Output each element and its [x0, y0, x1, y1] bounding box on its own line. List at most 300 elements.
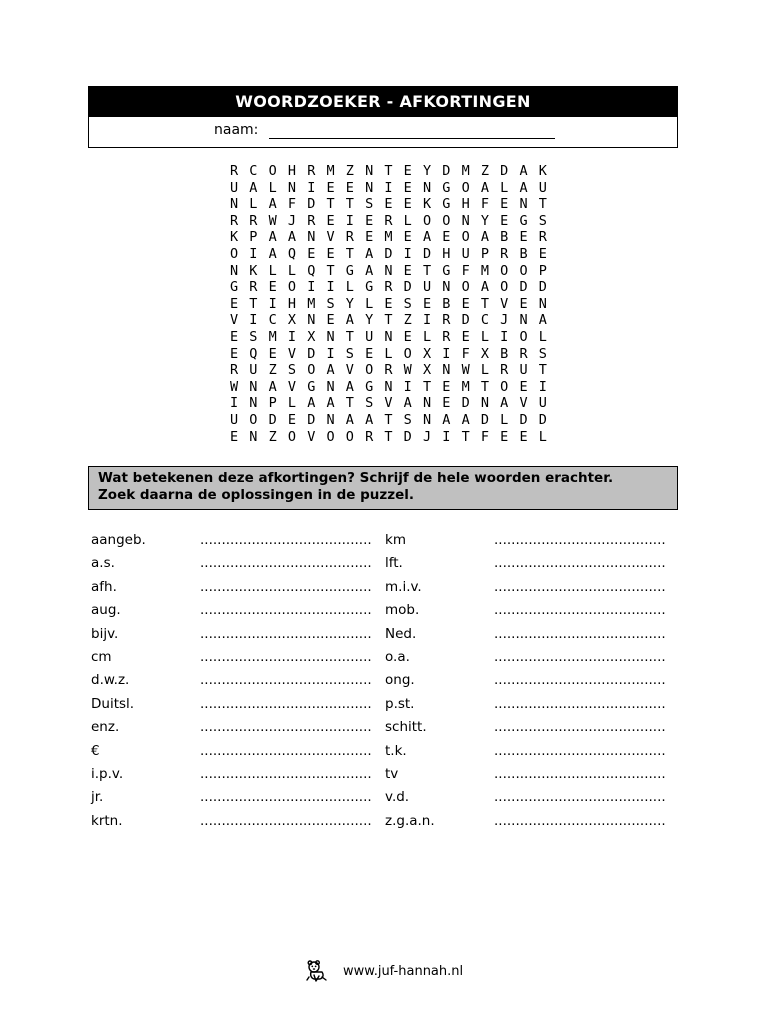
- grid-letter[interactable]: A: [345, 378, 354, 395]
- grid-letter[interactable]: Z: [345, 163, 354, 179]
- grid-letter[interactable]: Y: [365, 312, 374, 329]
- grid-letter[interactable]: G: [442, 196, 451, 213]
- grid-letter[interactable]: O: [461, 279, 470, 296]
- grid-letter[interactable]: T: [345, 196, 354, 213]
- grid-letter[interactable]: E: [403, 179, 412, 196]
- answer-field-right[interactable]: ........................................: [494, 648, 666, 665]
- grid-letter[interactable]: W: [461, 362, 470, 379]
- grid-letter[interactable]: X: [287, 312, 297, 329]
- grid-letter[interactable]: E: [345, 179, 354, 196]
- grid-letter[interactable]: R: [538, 229, 547, 246]
- grid-letter[interactable]: F: [287, 196, 297, 213]
- grid-letter[interactable]: V: [500, 295, 509, 312]
- grid-letter[interactable]: E: [519, 229, 528, 246]
- grid-letter[interactable]: F: [461, 345, 470, 362]
- grid-letter[interactable]: O: [249, 411, 258, 428]
- answer-field-left[interactable]: ........................................: [200, 625, 372, 642]
- grid-letter[interactable]: I: [268, 295, 277, 312]
- grid-letter[interactable]: D: [519, 279, 528, 296]
- grid-letter[interactable]: E: [384, 295, 393, 312]
- grid-letter[interactable]: R: [384, 212, 393, 229]
- grid-letter[interactable]: M: [384, 229, 393, 246]
- answer-field-left[interactable]: ........................................: [200, 578, 372, 595]
- grid-letter[interactable]: O: [500, 279, 509, 296]
- grid-letter[interactable]: E: [519, 428, 528, 445]
- grid-letter[interactable]: N: [326, 328, 335, 345]
- answer-field-right[interactable]: ........................................: [494, 719, 666, 736]
- grid-letter[interactable]: G: [365, 378, 374, 395]
- grid-letter[interactable]: N: [442, 362, 451, 379]
- grid-letter[interactable]: E: [326, 179, 335, 196]
- grid-letter[interactable]: D: [500, 163, 509, 179]
- grid-letter[interactable]: J: [422, 428, 432, 445]
- grid-letter[interactable]: N: [384, 328, 393, 345]
- grid-letter[interactable]: A: [519, 163, 528, 179]
- answer-field-right[interactable]: ........................................: [494, 765, 666, 782]
- grid-letter[interactable]: O: [519, 262, 528, 279]
- grid-letter[interactable]: T: [326, 196, 335, 213]
- grid-letter[interactable]: H: [287, 163, 297, 179]
- name-input-line[interactable]: [269, 138, 555, 139]
- grid-letter[interactable]: X: [307, 328, 316, 345]
- grid-letter[interactable]: R: [384, 279, 393, 296]
- grid-letter[interactable]: E: [442, 378, 451, 395]
- grid-letter[interactable]: G: [345, 262, 354, 279]
- grid-letter[interactable]: Y: [422, 163, 432, 179]
- grid-letter[interactable]: S: [403, 411, 412, 428]
- answer-field-left[interactable]: ........................................: [200, 789, 372, 806]
- grid-letter[interactable]: W: [403, 362, 412, 379]
- grid-letter[interactable]: E: [326, 245, 335, 262]
- grid-letter[interactable]: E: [287, 411, 297, 428]
- grid-letter[interactable]: N: [422, 395, 432, 412]
- grid-letter[interactable]: P: [249, 229, 258, 246]
- grid-letter[interactable]: O: [287, 279, 297, 296]
- grid-letter[interactable]: W: [268, 212, 277, 229]
- grid-letter[interactable]: E: [268, 279, 277, 296]
- grid-letter[interactable]: E: [230, 295, 239, 312]
- answer-field-right[interactable]: ........................................: [494, 578, 666, 595]
- grid-letter[interactable]: A: [268, 196, 277, 213]
- answer-field-right[interactable]: ........................................: [494, 742, 666, 759]
- grid-letter[interactable]: O: [326, 428, 335, 445]
- grid-letter[interactable]: V: [326, 229, 335, 246]
- grid-letter[interactable]: A: [345, 312, 354, 329]
- grid-letter[interactable]: R: [442, 312, 451, 329]
- grid-letter[interactable]: B: [500, 229, 509, 246]
- answer-field-right[interactable]: ........................................: [494, 672, 666, 689]
- grid-letter[interactable]: W: [230, 378, 239, 395]
- grid-letter[interactable]: D: [403, 428, 412, 445]
- grid-letter[interactable]: M: [307, 295, 316, 312]
- grid-letter[interactable]: M: [480, 262, 489, 279]
- grid-letter[interactable]: Q: [307, 262, 316, 279]
- grid-letter[interactable]: A: [249, 179, 258, 196]
- grid-letter[interactable]: T: [384, 428, 393, 445]
- grid-letter[interactable]: L: [538, 428, 547, 445]
- grid-letter[interactable]: T: [345, 328, 354, 345]
- grid-letter[interactable]: I: [442, 428, 451, 445]
- grid-letter[interactable]: N: [230, 262, 239, 279]
- grid-letter[interactable]: I: [230, 395, 239, 412]
- grid-letter[interactable]: E: [461, 295, 470, 312]
- grid-letter[interactable]: A: [365, 411, 374, 428]
- grid-letter[interactable]: O: [365, 362, 374, 379]
- answer-field-left[interactable]: ........................................: [200, 672, 372, 689]
- grid-letter[interactable]: S: [538, 345, 547, 362]
- grid-letter[interactable]: T: [538, 362, 547, 379]
- grid-letter[interactable]: I: [287, 328, 297, 345]
- grid-letter[interactable]: L: [480, 328, 489, 345]
- grid-letter[interactable]: T: [384, 411, 393, 428]
- grid-letter[interactable]: O: [461, 179, 470, 196]
- grid-letter[interactable]: D: [538, 411, 547, 428]
- grid-letter[interactable]: A: [307, 395, 316, 412]
- grid-letter[interactable]: U: [519, 362, 528, 379]
- grid-letter[interactable]: N: [326, 378, 335, 395]
- answer-field-left[interactable]: ........................................: [200, 719, 372, 736]
- grid-letter[interactable]: U: [230, 411, 239, 428]
- grid-letter[interactable]: E: [307, 245, 316, 262]
- grid-letter[interactable]: A: [326, 395, 335, 412]
- grid-letter[interactable]: E: [365, 229, 374, 246]
- grid-letter[interactable]: E: [230, 428, 239, 445]
- grid-letter[interactable]: I: [249, 312, 258, 329]
- grid-letter[interactable]: R: [249, 212, 258, 229]
- grid-letter[interactable]: R: [519, 345, 528, 362]
- grid-letter[interactable]: M: [461, 163, 470, 179]
- grid-letter[interactable]: E: [500, 196, 509, 213]
- grid-letter[interactable]: D: [461, 312, 470, 329]
- grid-letter[interactable]: N: [287, 179, 297, 196]
- grid-letter[interactable]: M: [268, 328, 277, 345]
- grid-letter[interactable]: J: [500, 312, 509, 329]
- grid-letter[interactable]: A: [480, 179, 489, 196]
- answer-field-right[interactable]: ........................................: [494, 532, 666, 548]
- grid-letter[interactable]: R: [307, 212, 316, 229]
- grid-letter[interactable]: I: [307, 279, 316, 296]
- grid-letter[interactable]: L: [403, 212, 412, 229]
- grid-letter[interactable]: V: [519, 395, 528, 412]
- grid-letter[interactable]: O: [403, 345, 412, 362]
- grid-letter[interactable]: E: [268, 345, 277, 362]
- answer-field-left[interactable]: ........................................: [200, 742, 372, 759]
- answer-field-left[interactable]: ........................................: [200, 532, 372, 548]
- grid-letter[interactable]: O: [442, 212, 451, 229]
- grid-letter[interactable]: L: [480, 362, 489, 379]
- grid-letter[interactable]: D: [307, 196, 316, 213]
- grid-letter[interactable]: N: [249, 378, 258, 395]
- answer-field-left[interactable]: ........................................: [200, 555, 372, 572]
- grid-letter[interactable]: D: [480, 411, 489, 428]
- grid-letter[interactable]: O: [345, 428, 354, 445]
- grid-letter[interactable]: I: [500, 328, 509, 345]
- grid-letter[interactable]: E: [403, 196, 412, 213]
- grid-letter[interactable]: H: [461, 196, 470, 213]
- grid-letter[interactable]: A: [480, 279, 489, 296]
- grid-letter[interactable]: E: [403, 163, 412, 179]
- grid-letter[interactable]: K: [249, 262, 258, 279]
- grid-letter[interactable]: N: [384, 378, 393, 395]
- grid-letter[interactable]: N: [461, 212, 470, 229]
- grid-letter[interactable]: L: [538, 328, 547, 345]
- grid-letter[interactable]: N: [249, 428, 258, 445]
- grid-letter[interactable]: A: [268, 229, 277, 246]
- grid-letter[interactable]: S: [403, 295, 412, 312]
- grid-letter[interactable]: B: [442, 295, 451, 312]
- grid-letter[interactable]: L: [287, 262, 297, 279]
- grid-letter[interactable]: T: [249, 295, 258, 312]
- grid-letter[interactable]: N: [230, 196, 239, 213]
- answer-field-right[interactable]: ........................................: [494, 812, 666, 829]
- grid-letter[interactable]: A: [287, 229, 297, 246]
- grid-letter[interactable]: R: [384, 362, 393, 379]
- grid-letter[interactable]: H: [287, 295, 297, 312]
- grid-letter[interactable]: T: [480, 295, 489, 312]
- answer-field-right[interactable]: ........................................: [494, 555, 666, 572]
- grid-letter[interactable]: E: [326, 212, 335, 229]
- grid-letter[interactable]: N: [519, 312, 528, 329]
- grid-letter[interactable]: T: [384, 312, 393, 329]
- grid-letter[interactable]: L: [422, 328, 432, 345]
- grid-letter[interactable]: E: [326, 312, 335, 329]
- grid-letter[interactable]: N: [480, 395, 489, 412]
- grid-letter[interactable]: R: [230, 362, 239, 379]
- grid-letter[interactable]: E: [500, 428, 509, 445]
- grid-letter[interactable]: X: [422, 345, 432, 362]
- grid-letter[interactable]: E: [442, 229, 451, 246]
- grid-letter[interactable]: A: [442, 411, 451, 428]
- grid-letter[interactable]: F: [480, 196, 489, 213]
- grid-letter[interactable]: U: [461, 245, 470, 262]
- grid-letter[interactable]: S: [249, 328, 258, 345]
- grid-letter[interactable]: S: [345, 345, 354, 362]
- grid-letter[interactable]: A: [268, 245, 277, 262]
- grid-letter[interactable]: E: [230, 345, 239, 362]
- grid-letter[interactable]: R: [500, 245, 509, 262]
- grid-letter[interactable]: N: [365, 179, 374, 196]
- grid-letter[interactable]: S: [365, 395, 374, 412]
- grid-letter[interactable]: A: [422, 229, 432, 246]
- grid-letter[interactable]: L: [268, 179, 277, 196]
- grid-letter[interactable]: R: [230, 163, 239, 179]
- grid-letter[interactable]: U: [249, 362, 258, 379]
- grid-letter[interactable]: U: [230, 179, 239, 196]
- grid-letter[interactable]: Z: [480, 163, 489, 179]
- grid-letter[interactable]: N: [326, 411, 335, 428]
- grid-letter[interactable]: S: [287, 362, 297, 379]
- grid-letter[interactable]: U: [538, 395, 547, 412]
- grid-letter[interactable]: R: [230, 212, 239, 229]
- grid-letter[interactable]: V: [287, 345, 297, 362]
- grid-letter[interactable]: T: [384, 163, 393, 179]
- grid-letter[interactable]: D: [384, 245, 393, 262]
- grid-letter[interactable]: B: [500, 345, 509, 362]
- grid-letter[interactable]: L: [500, 179, 509, 196]
- grid-letter[interactable]: O: [500, 378, 509, 395]
- grid-letter[interactable]: T: [326, 262, 335, 279]
- grid-letter[interactable]: E: [230, 328, 239, 345]
- grid-letter[interactable]: Q: [287, 245, 297, 262]
- grid-letter[interactable]: O: [461, 229, 470, 246]
- grid-letter[interactable]: D: [442, 163, 451, 179]
- answer-field-left[interactable]: ........................................: [200, 602, 372, 619]
- grid-letter[interactable]: I: [403, 245, 412, 262]
- grid-letter[interactable]: R: [500, 362, 509, 379]
- grid-letter[interactable]: C: [480, 312, 489, 329]
- grid-letter[interactable]: L: [365, 295, 374, 312]
- grid-letter[interactable]: E: [403, 262, 412, 279]
- grid-letter[interactable]: T: [345, 245, 354, 262]
- grid-letter[interactable]: N: [422, 411, 432, 428]
- grid-letter[interactable]: E: [403, 229, 412, 246]
- grid-letter[interactable]: V: [345, 362, 354, 379]
- grid-letter[interactable]: Y: [345, 295, 354, 312]
- grid-letter[interactable]: A: [268, 378, 277, 395]
- grid-letter[interactable]: A: [403, 395, 412, 412]
- grid-letter[interactable]: T: [480, 378, 489, 395]
- grid-letter[interactable]: R: [249, 279, 258, 296]
- grid-letter[interactable]: P: [268, 395, 277, 412]
- grid-letter[interactable]: O: [307, 362, 316, 379]
- grid-letter[interactable]: T: [422, 262, 432, 279]
- grid-letter[interactable]: I: [326, 345, 335, 362]
- grid-letter[interactable]: L: [268, 262, 277, 279]
- grid-letter[interactable]: J: [287, 212, 297, 229]
- grid-letter[interactable]: E: [422, 295, 432, 312]
- grid-letter[interactable]: F: [461, 262, 470, 279]
- grid-letter[interactable]: S: [326, 295, 335, 312]
- grid-letter[interactable]: Z: [268, 428, 277, 445]
- grid-letter[interactable]: N: [519, 196, 528, 213]
- grid-letter[interactable]: O: [519, 328, 528, 345]
- grid-letter[interactable]: N: [307, 229, 316, 246]
- grid-letter[interactable]: S: [538, 212, 547, 229]
- grid-letter[interactable]: T: [422, 378, 432, 395]
- grid-letter[interactable]: T: [461, 428, 470, 445]
- grid-letter[interactable]: R: [365, 428, 374, 445]
- grid-letter[interactable]: A: [345, 411, 354, 428]
- grid-letter[interactable]: U: [538, 179, 547, 196]
- grid-letter[interactable]: K: [230, 229, 239, 246]
- answer-field-left[interactable]: ........................................: [200, 695, 372, 712]
- grid-letter[interactable]: X: [422, 362, 432, 379]
- grid-letter[interactable]: E: [403, 328, 412, 345]
- grid-letter[interactable]: I: [249, 245, 258, 262]
- grid-letter[interactable]: I: [326, 279, 335, 296]
- grid-letter[interactable]: I: [538, 378, 547, 395]
- grid-letter[interactable]: O: [287, 428, 297, 445]
- grid-letter[interactable]: T: [538, 196, 547, 213]
- grid-letter[interactable]: N: [384, 262, 393, 279]
- answer-field-right[interactable]: ........................................: [494, 789, 666, 806]
- grid-letter[interactable]: Y: [480, 212, 489, 229]
- grid-letter[interactable]: P: [480, 245, 489, 262]
- grid-letter[interactable]: K: [422, 196, 432, 213]
- grid-letter[interactable]: I: [307, 179, 316, 196]
- grid-letter[interactable]: T: [345, 395, 354, 412]
- grid-letter[interactable]: I: [422, 312, 432, 329]
- grid-letter[interactable]: P: [538, 262, 547, 279]
- answer-field-left[interactable]: ........................................: [200, 812, 372, 829]
- grid-letter[interactable]: D: [422, 245, 432, 262]
- grid-letter[interactable]: G: [365, 279, 374, 296]
- grid-letter[interactable]: E: [442, 395, 451, 412]
- grid-letter[interactable]: L: [384, 345, 393, 362]
- grid-letter[interactable]: M: [461, 378, 470, 395]
- grid-letter[interactable]: U: [422, 279, 432, 296]
- grid-letter[interactable]: E: [365, 212, 374, 229]
- grid-letter[interactable]: A: [365, 262, 374, 279]
- answer-field-left[interactable]: ........................................: [200, 765, 372, 782]
- grid-letter[interactable]: E: [461, 328, 470, 345]
- grid-letter[interactable]: G: [519, 212, 528, 229]
- grid-letter[interactable]: E: [538, 245, 547, 262]
- grid-letter[interactable]: R: [345, 229, 354, 246]
- grid-letter[interactable]: A: [538, 312, 547, 329]
- grid-letter[interactable]: N: [365, 163, 374, 179]
- grid-letter[interactable]: U: [365, 328, 374, 345]
- grid-letter[interactable]: V: [230, 312, 239, 329]
- grid-letter[interactable]: M: [326, 163, 335, 179]
- grid-letter[interactable]: C: [268, 312, 277, 329]
- grid-letter[interactable]: D: [307, 345, 316, 362]
- answer-field-right[interactable]: ........................................: [494, 602, 666, 619]
- grid-letter[interactable]: L: [500, 411, 509, 428]
- grid-letter[interactable]: V: [287, 378, 297, 395]
- grid-letter[interactable]: D: [461, 395, 470, 412]
- grid-letter[interactable]: G: [230, 279, 239, 296]
- grid-letter[interactable]: E: [519, 295, 528, 312]
- grid-letter[interactable]: O: [230, 245, 239, 262]
- grid-letter[interactable]: E: [384, 196, 393, 213]
- grid-letter[interactable]: G: [442, 262, 451, 279]
- grid-letter[interactable]: V: [307, 428, 316, 445]
- grid-letter[interactable]: E: [519, 378, 528, 395]
- grid-letter[interactable]: N: [249, 395, 258, 412]
- grid-letter[interactable]: A: [326, 362, 335, 379]
- grid-letter[interactable]: N: [422, 179, 432, 196]
- grid-letter[interactable]: D: [538, 279, 547, 296]
- grid-letter[interactable]: S: [365, 196, 374, 213]
- grid-letter[interactable]: A: [480, 229, 489, 246]
- grid-letter[interactable]: I: [384, 179, 393, 196]
- grid-letter[interactable]: D: [519, 411, 528, 428]
- grid-letter[interactable]: A: [500, 395, 509, 412]
- answer-field-right[interactable]: ........................................: [494, 695, 666, 712]
- grid-letter[interactable]: N: [538, 295, 547, 312]
- grid-letter[interactable]: R: [442, 328, 451, 345]
- grid-letter[interactable]: Q: [249, 345, 258, 362]
- grid-letter[interactable]: D: [268, 411, 277, 428]
- grid-letter[interactable]: K: [538, 163, 547, 179]
- grid-letter[interactable]: I: [442, 345, 451, 362]
- grid-letter[interactable]: I: [345, 212, 354, 229]
- grid-letter[interactable]: V: [384, 395, 393, 412]
- grid-letter[interactable]: O: [422, 212, 432, 229]
- grid-letter[interactable]: L: [345, 279, 354, 296]
- grid-letter[interactable]: N: [442, 279, 451, 296]
- grid-letter[interactable]: A: [365, 245, 374, 262]
- grid-letter[interactable]: X: [480, 345, 489, 362]
- answer-field-left[interactable]: ........................................: [200, 648, 372, 665]
- grid-letter[interactable]: D: [403, 279, 412, 296]
- grid-letter[interactable]: O: [500, 262, 509, 279]
- grid-letter[interactable]: L: [249, 196, 258, 213]
- grid-letter[interactable]: G: [442, 179, 451, 196]
- grid-letter[interactable]: A: [519, 179, 528, 196]
- grid-letter[interactable]: H: [442, 245, 451, 262]
